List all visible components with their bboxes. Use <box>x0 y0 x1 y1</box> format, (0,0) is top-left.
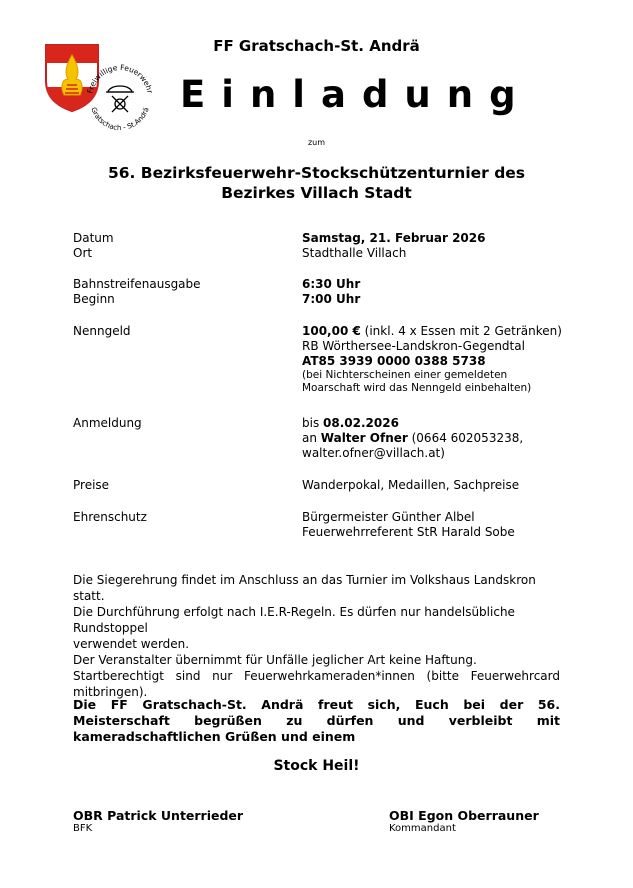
event-headline-line-2: Bezirkes Villach Stadt <box>221 184 412 202</box>
registration-until-prefix: bis <box>302 416 324 430</box>
patron-1: Bürgermeister Günther Albel <box>302 510 475 524</box>
fee-bank: RB Wörthersee-Landskron-Gegendtal <box>302 339 525 353</box>
lanes-label: Bahnstreifenausgabe <box>73 277 201 291</box>
preposition-text: zum <box>307 138 326 147</box>
notes-line-4: Der Veranstalter übernimmt für Unfälle jeglicher Art keine Haftung. <box>73 653 477 667</box>
fee-warning-1: (bei Nichterscheinen einer gemeldeten <box>302 369 508 381</box>
svg-text:Gratschach - St.Andrä: Gratschach - St.Andrä <box>89 106 151 133</box>
patron-label: Ehrenschutz <box>73 510 147 524</box>
registration-to-prefix: an <box>302 431 321 445</box>
signature-left-role: BFK <box>73 823 93 834</box>
patron-block <box>302 510 515 540</box>
fee-amount: 100,00 € <box>302 324 361 338</box>
registration-block <box>302 416 523 461</box>
prizes-value: Wanderpokal, Medaillen, Sachpreise <box>302 478 520 492</box>
closing-salute: Stock Heil! <box>273 758 360 774</box>
start-label: Beginn <box>73 292 115 306</box>
fire-brigade-seal-logo <box>82 58 158 134</box>
place-label: Ort <box>73 246 93 260</box>
notes-line-3: verwendet werden. <box>73 637 190 651</box>
signature-right-name: OBI Egon Oberrauner <box>389 808 539 823</box>
date-value: Samstag, 21. Februar 2026 <box>302 231 486 245</box>
event-headline <box>60 163 573 203</box>
registration-label: Anmeldung <box>73 416 142 430</box>
place-value: Stadthalle Villach <box>302 246 407 260</box>
registration-contact-name: Walter Ofner <box>320 431 408 445</box>
registration-deadline: 08.02.2026 <box>323 416 399 430</box>
svg-text:Freiwillige Feuerwehr: Freiwillige Feuerwehr <box>85 62 155 95</box>
fee-warning-2: Moarschaft wird das Nenngeld einbehalten) <box>302 382 532 394</box>
fee-note: (inkl. 4 x Essen mit 2 Getränken) <box>360 324 562 338</box>
registration-contact-email: walter.ofner@villach.at) <box>302 446 445 460</box>
notes-paragraph <box>73 572 560 700</box>
organisation-name: FF Gratschach-St. Andrä <box>213 37 420 55</box>
prizes-label: Preise <box>73 478 110 492</box>
lanes-value: 6:30 Uhr <box>302 277 361 291</box>
closing-paragraph: Die FF Gratschach-St. Andrä freut sich, Euch bei der 56. Meisterschaft begrüßen zu dürfen und verbleibt mit kameradschaftlichen Grüßen und einem <box>73 697 560 744</box>
date-label: Datum <box>73 231 114 245</box>
fee-block <box>302 324 562 395</box>
fee-label: Nenngeld <box>73 324 131 338</box>
fee-iban: AT85 3939 0000 0388 5738 <box>302 354 486 368</box>
registration-contact-phone: (0664 602053238, <box>407 431 524 445</box>
notes-line-6: mitbringen). <box>73 685 148 699</box>
notes-line-2: Die Durchführung erfolgt nach I.E.R-Regeln. Es dürfen nur handelsübliche Rundstoppel <box>73 605 515 635</box>
event-headline-line-1: 56. Bezirksfeuerwehr-Stockschützenturnier des <box>107 164 526 182</box>
signature-right <box>389 808 539 834</box>
notes-line-1: Die Siegerehrung findet im Anschluss an das Turnier im Volkshaus Landskron statt. <box>73 573 536 603</box>
start-value: 7:00 Uhr <box>302 292 361 306</box>
page-title: Einladung <box>180 73 532 116</box>
signature-left-name: OBR Patrick Unterrieder <box>73 808 244 823</box>
signature-right-role: Kommandant <box>389 823 456 834</box>
patron-2: Feuerwehrreferent StR Harald Sobe <box>302 525 515 539</box>
signature-left <box>73 808 243 834</box>
notes-line-5: Startberechtigt sind nur Feuerwehrkameraden*innen (bitte Feuerwehrcard <box>73 669 560 683</box>
